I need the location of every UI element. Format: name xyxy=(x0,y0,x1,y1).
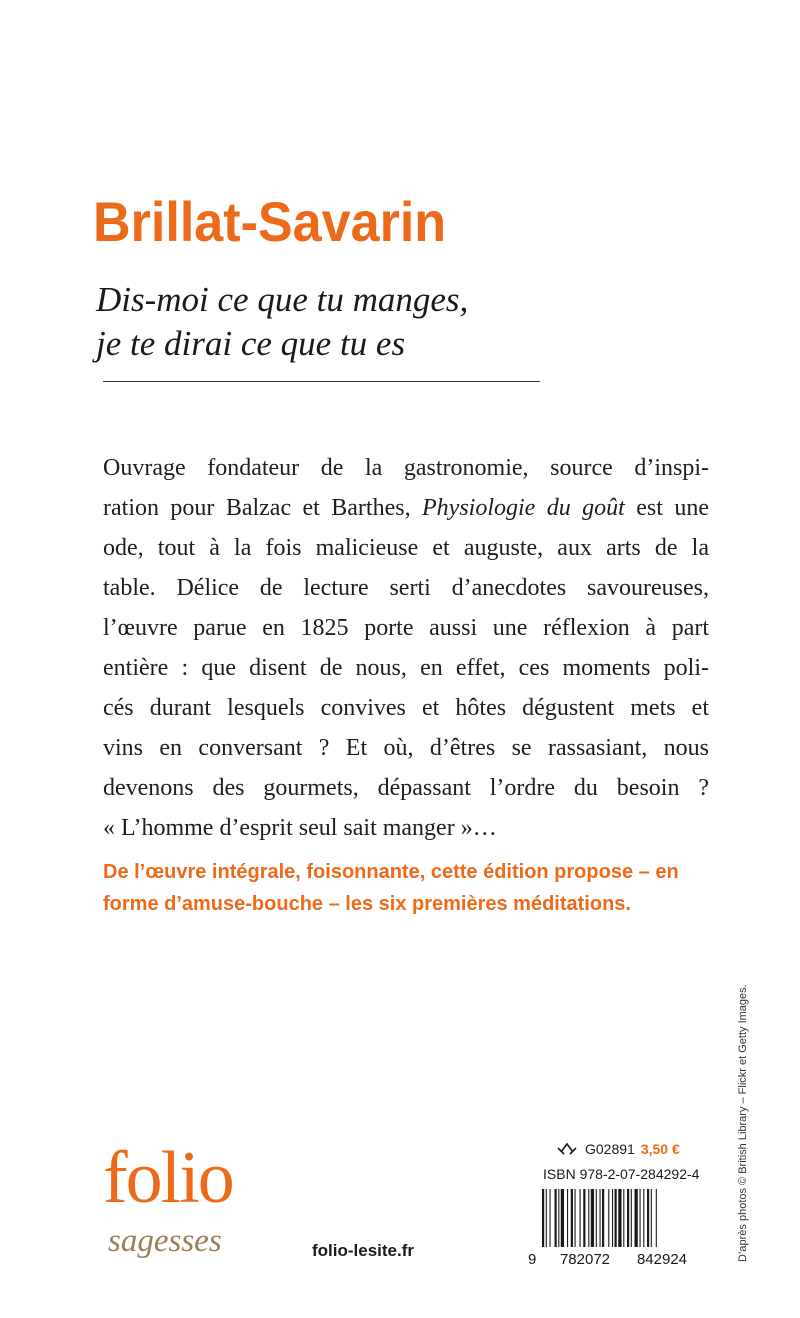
blurb-line: Ouvrage fondateur de la gastronomie, source d’inspi- xyxy=(103,455,709,481)
blurb-line: devenons des gourmets, dépassant l’ordre du besoin ? xyxy=(103,775,709,801)
book-title xyxy=(96,278,596,366)
collection-name: sagesses xyxy=(108,1223,222,1259)
barcode-bar xyxy=(656,1189,657,1247)
isbn: ISBN 978-2-07-284292-4 xyxy=(543,1166,700,1182)
blurb-line: entière : que disent de nous, en effet, ces moments poli- xyxy=(103,655,709,681)
folio-logo: folio xyxy=(103,1137,233,1219)
blurb-line xyxy=(103,488,709,528)
barcode-bar xyxy=(635,1189,638,1247)
barcode-bar xyxy=(571,1189,573,1247)
barcode-bar xyxy=(618,1189,621,1247)
product-code-row xyxy=(555,1138,680,1160)
blurb-text: ration pour Balzac et Barthes, xyxy=(103,495,423,521)
barcode-bar xyxy=(631,1189,632,1247)
price: 3,50 € xyxy=(640,1141,680,1157)
barcode-group-left: 782072 xyxy=(559,1251,611,1267)
barcode-bar xyxy=(580,1189,581,1247)
back-cover-blurb xyxy=(103,448,709,848)
barcode-bar xyxy=(550,1189,551,1247)
blurb-line: vins en conversant ? Et où, d’êtres se rassasiant, nous xyxy=(103,735,709,761)
barcode-bar xyxy=(602,1189,604,1247)
barcode-bar xyxy=(608,1189,609,1247)
barcode-bar xyxy=(558,1189,559,1247)
barcode-bars xyxy=(542,1189,657,1247)
barcode-bar xyxy=(640,1189,641,1247)
author-name: Brillat-Savarin xyxy=(93,190,447,253)
edition-note xyxy=(103,856,709,920)
publisher-website: folio-lesite.fr xyxy=(312,1241,415,1260)
barcode-bar xyxy=(615,1189,617,1247)
barcode-bar xyxy=(591,1189,594,1247)
blurb-line: table. Délice de lecture serti d’anecdotes savoureuses, xyxy=(103,575,709,601)
product-code: G02891 xyxy=(585,1141,635,1157)
barcode-bar xyxy=(623,1189,624,1247)
barcode-bar xyxy=(546,1189,547,1247)
blurb-text: est une xyxy=(624,495,710,521)
barcode-bar xyxy=(647,1189,649,1247)
work-title: Physiologie du goût xyxy=(422,495,625,521)
barcode-bar xyxy=(600,1189,601,1247)
barcode-bar xyxy=(643,1189,644,1247)
barcode-group-right: 842924 xyxy=(636,1251,688,1267)
barcode-bar xyxy=(542,1189,544,1247)
title-divider xyxy=(103,381,540,382)
barcode-bar xyxy=(627,1189,629,1247)
barcode-bar xyxy=(651,1189,652,1247)
edition-note-line: forme d’amuse-bouche – les six premières méditations. xyxy=(103,893,631,915)
blurb-line: ode, tout à la fois malicieuse et auguste, aux arts de la xyxy=(103,535,709,561)
blurb-line: cés durant lesquels convives et hôtes dégustent mets et xyxy=(103,695,709,721)
barcode xyxy=(520,1187,720,1267)
barcode-bar xyxy=(555,1189,557,1247)
title-line: je te dirai ce que tu es xyxy=(96,324,406,363)
barcode-bar xyxy=(596,1189,597,1247)
photo-credit: D’après photos © British Library – Flickr et Getty Images. xyxy=(737,984,749,1262)
barcode-bar xyxy=(612,1189,613,1247)
edition-note-line: De l’œuvre intégrale, foisonnante, cette édition propose – en xyxy=(103,861,679,883)
title-line: Dis-moi ce que tu manges, xyxy=(96,280,469,319)
barcode-bar xyxy=(583,1189,585,1247)
barcode-bar xyxy=(575,1189,576,1247)
barcode-bar xyxy=(561,1189,564,1247)
barcode-bar xyxy=(588,1189,589,1247)
price-category-icon xyxy=(555,1140,579,1159)
blurb-line: l’œuvre parue en 1825 porte aussi une réflexion à part xyxy=(103,615,709,641)
barcode-bar xyxy=(567,1189,568,1247)
barcode-first-digit: 9 xyxy=(528,1251,537,1267)
blurb-line: « L’homme d’esprit seul sait manger »… xyxy=(103,815,497,841)
